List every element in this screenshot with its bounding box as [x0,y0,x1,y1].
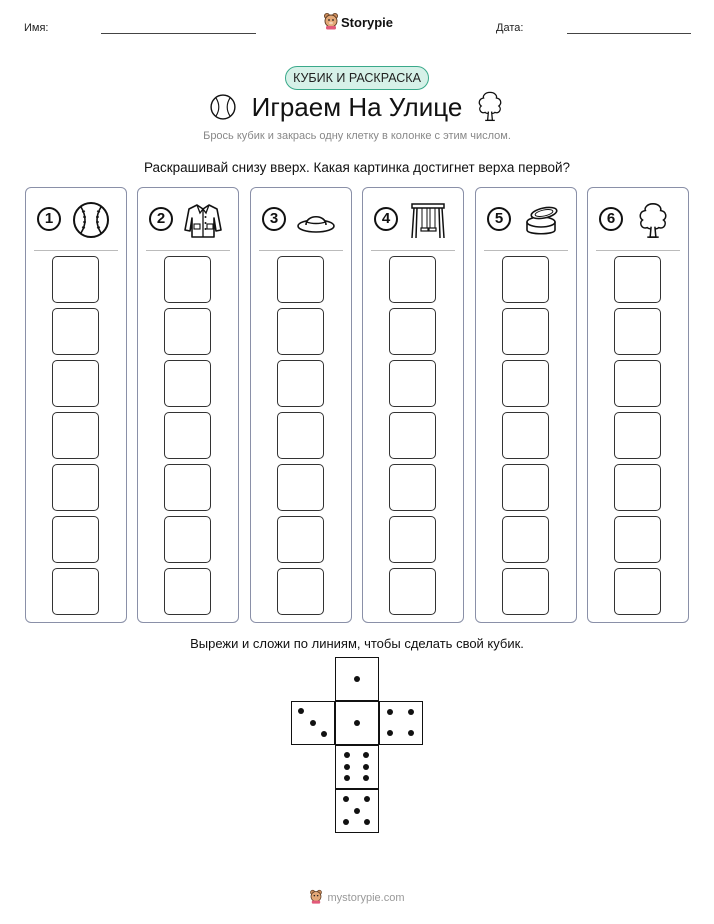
color-cell[interactable] [52,412,99,459]
dice-face-center [335,701,379,745]
dice-pip [343,796,349,802]
color-cell[interactable] [164,360,211,407]
color-cell[interactable] [389,256,436,303]
dice-pip [363,764,369,770]
color-cell[interactable] [502,308,549,355]
column-divider [34,250,118,251]
color-cell[interactable] [277,568,324,615]
dice-pip [408,709,414,715]
column-6 [587,187,689,623]
name-label: Имя: [24,22,49,34]
color-cell[interactable] [502,256,549,303]
column-3 [250,187,352,623]
color-cell[interactable] [502,516,549,563]
color-cell[interactable] [389,308,436,355]
footer [0,889,714,904]
baseball-icon [71,200,111,240]
sun-hat-icon [296,200,336,240]
date-line[interactable] [567,33,691,34]
column-number: 4 [374,207,398,231]
color-cell[interactable] [277,412,324,459]
date-label: Дата: [496,22,524,34]
color-cell[interactable] [614,516,661,563]
dice-pip [344,752,350,758]
dice-pip [364,796,370,802]
color-cell[interactable] [52,464,99,511]
dice-pip [343,819,349,825]
brand-logo [323,12,393,32]
color-cell[interactable] [502,412,549,459]
dice-instruction: Вырежи и сложи по линиям, чтобы сделать свой кубик. [190,636,524,651]
color-cell[interactable] [502,360,549,407]
jacket-icon [183,200,223,240]
column-divider [484,250,568,251]
dice-pip [363,752,369,758]
swing-icon [408,200,448,240]
dice-face-bottom [335,789,379,833]
column-number: 5 [487,207,511,231]
tree-icon [474,89,506,123]
color-cell[interactable] [614,256,661,303]
column-number: 2 [149,207,173,231]
color-cell[interactable] [277,360,324,407]
dice-pip [321,731,327,737]
color-cell[interactable] [502,568,549,615]
storypie-bear-icon [309,889,323,904]
dice-pip [344,764,350,770]
dice-pip [363,775,369,781]
dice-face-lower [335,745,379,789]
page-title: Играем На Улице [251,92,463,122]
color-cell[interactable] [52,516,99,563]
dice-pip [387,709,393,715]
color-cell[interactable] [52,568,99,615]
color-cell[interactable] [614,308,661,355]
color-cell[interactable] [164,516,211,563]
name-line[interactable] [101,33,256,34]
dice-pip [298,708,304,714]
color-cell[interactable] [164,308,211,355]
color-cell[interactable] [164,568,211,615]
tree-icon [633,200,673,240]
column-5 [475,187,577,623]
dice-pip [387,730,393,736]
color-cell[interactable] [52,308,99,355]
color-cell[interactable] [164,464,211,511]
dice-pip [364,819,370,825]
column-2 [137,187,239,623]
dice-pip [408,730,414,736]
column-divider [371,250,455,251]
column-number: 3 [262,207,286,231]
color-cell[interactable] [277,516,324,563]
color-cell[interactable] [164,412,211,459]
color-cell[interactable] [389,360,436,407]
color-cell[interactable] [389,568,436,615]
color-cell[interactable] [502,464,549,511]
dice-pip [344,775,350,781]
sunscreen-jar-icon [521,200,561,240]
color-cell[interactable] [614,360,661,407]
dice-pip [310,720,316,726]
dice-pip [354,676,360,682]
color-cell[interactable] [614,568,661,615]
color-cell[interactable] [389,464,436,511]
dice-face-top [335,657,379,701]
storypie-bear-icon [323,12,339,30]
column-divider [146,250,230,251]
color-cell[interactable] [52,360,99,407]
column-4 [362,187,464,623]
brand-name: Storypie [341,15,394,30]
footer-url[interactable]: mystorypie.com [327,892,405,904]
column-divider [259,250,343,251]
color-cell[interactable] [389,412,436,459]
color-cell[interactable] [614,412,661,459]
coloring-instruction: Раскрашивай снизу вверх. Какая картинка достигнет верха первой? [143,160,571,175]
color-cell[interactable] [614,464,661,511]
column-divider [596,250,680,251]
page-subtitle: Брось кубик и закрась одну клетку в колонке с этим числом. [203,130,511,142]
dice-face-right [379,701,423,745]
color-cell[interactable] [52,256,99,303]
color-cell[interactable] [164,256,211,303]
color-cell[interactable] [277,308,324,355]
color-cell[interactable] [277,464,324,511]
dice-pip [354,720,360,726]
dice-face-left [291,701,335,745]
column-number: 1 [37,207,61,231]
column-1 [25,187,127,623]
dice-pip [354,808,360,814]
color-cell[interactable] [277,256,324,303]
column-number: 6 [599,207,623,231]
activity-badge: КУБИК И РАСКРАСКА [285,66,429,90]
color-cell[interactable] [389,516,436,563]
